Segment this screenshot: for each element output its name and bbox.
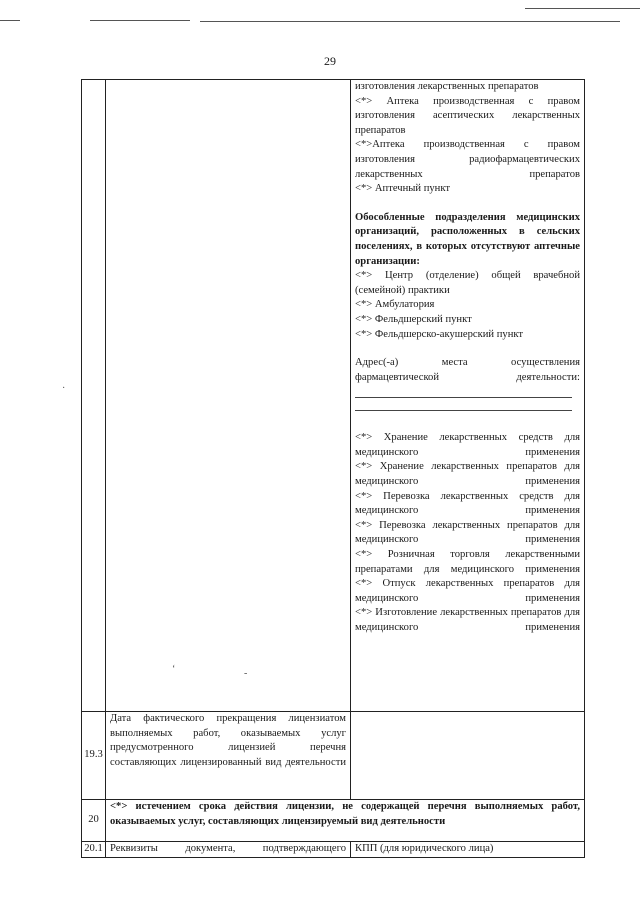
list-item: <*> Центр (отделение) общей врачебной (семейной) практики [355, 270, 580, 296]
row-text: <*> истечением срока действия лицензии, не содержащей перечня выполняемых работ, оказываемых услуг, составляющих лицензируемый вид деятельности [106, 800, 585, 842]
table-row-20 [82, 800, 585, 842]
row-label: Реквизиты документа, подтверждающего [106, 842, 351, 858]
list-item: <*> Перевозка лекарственных препаратов для медицинского применения [355, 519, 580, 546]
list-item: <*> Аптечный пункт [355, 183, 450, 195]
table-row-continuation [82, 80, 585, 712]
list-item: <*> Отпуск лекарственных препаратов для медицинского применения [355, 578, 580, 604]
list-item: изготовления лекарственных препаратов [355, 81, 539, 92]
list-item: <*> Изготовление лекарственных препаратов для медицинского применения [355, 607, 580, 633]
scan-edge-line [90, 20, 190, 21]
section-heading: Обособленные подразделения медицинских организаций, расположенных в сельских поселениях, в которых отсутствуют аптечные организации: [355, 211, 580, 267]
scan-speck: ‘ [172, 664, 176, 675]
address-blank-line [355, 398, 572, 411]
row-number: 20.1 [82, 842, 106, 858]
scan-edge-line [200, 21, 620, 22]
table-row-19-3 [82, 712, 585, 800]
row-value: КПП (для юридического лица) [351, 842, 585, 858]
row-number: 19.3 [82, 712, 106, 800]
list-item: <*> Розничная торговля лекарственными препаратами для медицинского применения [355, 549, 580, 575]
scan-speck: · [62, 383, 66, 394]
list-item: <*> Фельдшерский пункт [355, 313, 472, 325]
scan-speck: - [244, 668, 248, 679]
scan-edge-line [0, 20, 20, 21]
list-item: <*>Аптека производственная с правом изготовления радиофармацевтических лекарственных препаратов [355, 139, 580, 180]
address-label: Адрес(-а) места осуществления фармацевтической деятельности: [355, 357, 580, 383]
list-item: <*> Хранение лекарственных препаратов для медицинского применения [355, 461, 580, 488]
list-item: <*> Амбулатория [355, 299, 435, 311]
row-value [351, 712, 585, 800]
row-label-cell [106, 80, 351, 712]
list-item: <*> Хранение лекарственных средств для медицинского применения [355, 432, 580, 458]
row-number-cell [82, 80, 106, 712]
row-label: Дата фактического прекращения лицензиатом выполняемых работ, оказываемых услуг предусмотренного лицензией перечня составляющих лицензированный вид деятельности [106, 712, 351, 800]
table-row-20-1 [82, 842, 585, 858]
list-item: <*> Перевозка лекарственных средств для медицинского применения [355, 490, 580, 517]
list-item: <*> Аптека производственная с правом изготовления асептических лекарственных препаратов [355, 95, 580, 136]
row-value-cell [351, 80, 585, 712]
address-blank-line [355, 385, 572, 398]
scan-edge-line [525, 8, 640, 9]
list-item: <*> Фельдшерско-акушерский пункт [355, 328, 524, 340]
license-form-table [81, 79, 585, 858]
row-number: 20 [82, 800, 106, 842]
page-number: 29 [324, 54, 336, 68]
